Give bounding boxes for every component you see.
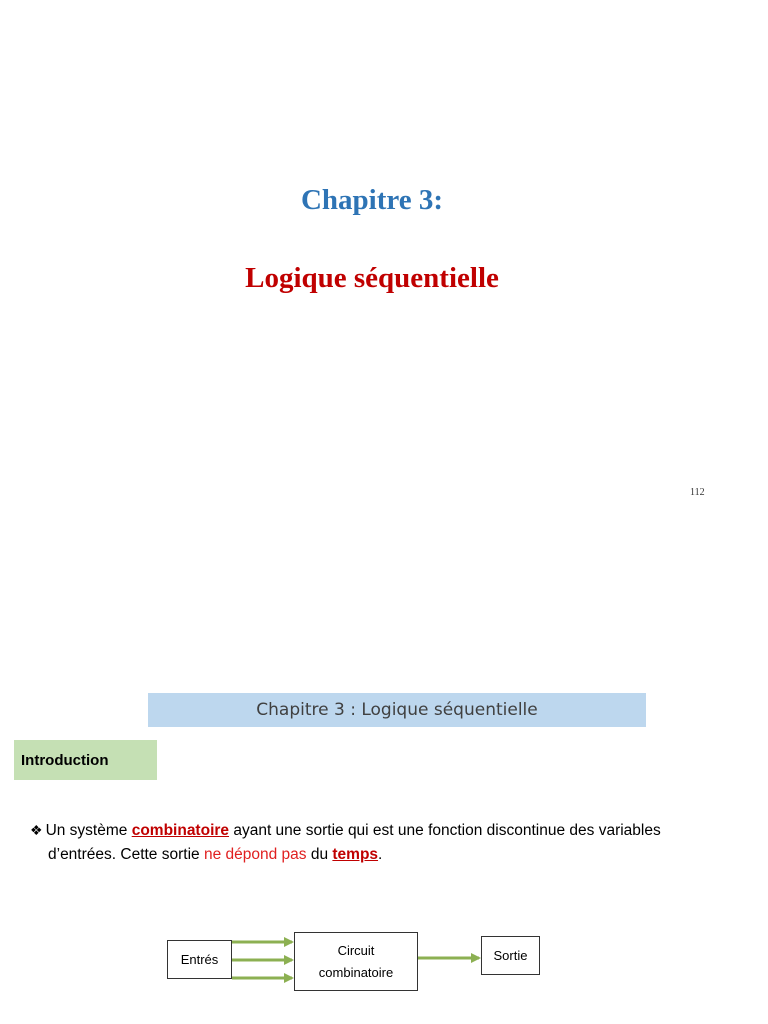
term-combinatoire: combinatoire [131, 822, 230, 839]
bullet-line2-part1: d’entrées. Cette sortie [48, 846, 204, 863]
inputs-label: Entrés [180, 951, 219, 967]
page-number: 112 [690, 487, 705, 498]
bullet-text-part2: ayant une sortie qui est une fonction discontinue des variables [229, 822, 661, 839]
circuit-label [319, 940, 393, 984]
circuit-label-line2: combinatoire [318, 964, 394, 980]
chapter-subtitle: Logique séquentielle [245, 262, 499, 294]
bullet-text-part1: Un système [45, 822, 132, 839]
highlight-ne-depond-pas: ne dépond pas [203, 846, 307, 863]
diagram-inputs-box [167, 940, 232, 979]
section-label-introduction: Introduction [14, 740, 157, 780]
diagram-circuit-box [294, 932, 418, 991]
slide-header-bar: Chapitre 3 : Logique séquentielle [148, 693, 646, 727]
bullet-line2-end: . [378, 846, 383, 863]
diagram-output-box [481, 936, 540, 975]
chapter-heading: Chapitre 3: [300, 184, 444, 216]
term-temps: temps [332, 846, 379, 863]
circuit-label-line1: Circuit [337, 942, 375, 958]
output-label: Sortie [493, 947, 528, 963]
diamond-bullet-icon: ❖ [30, 822, 43, 838]
bullet-line2-part2: du [306, 846, 333, 863]
